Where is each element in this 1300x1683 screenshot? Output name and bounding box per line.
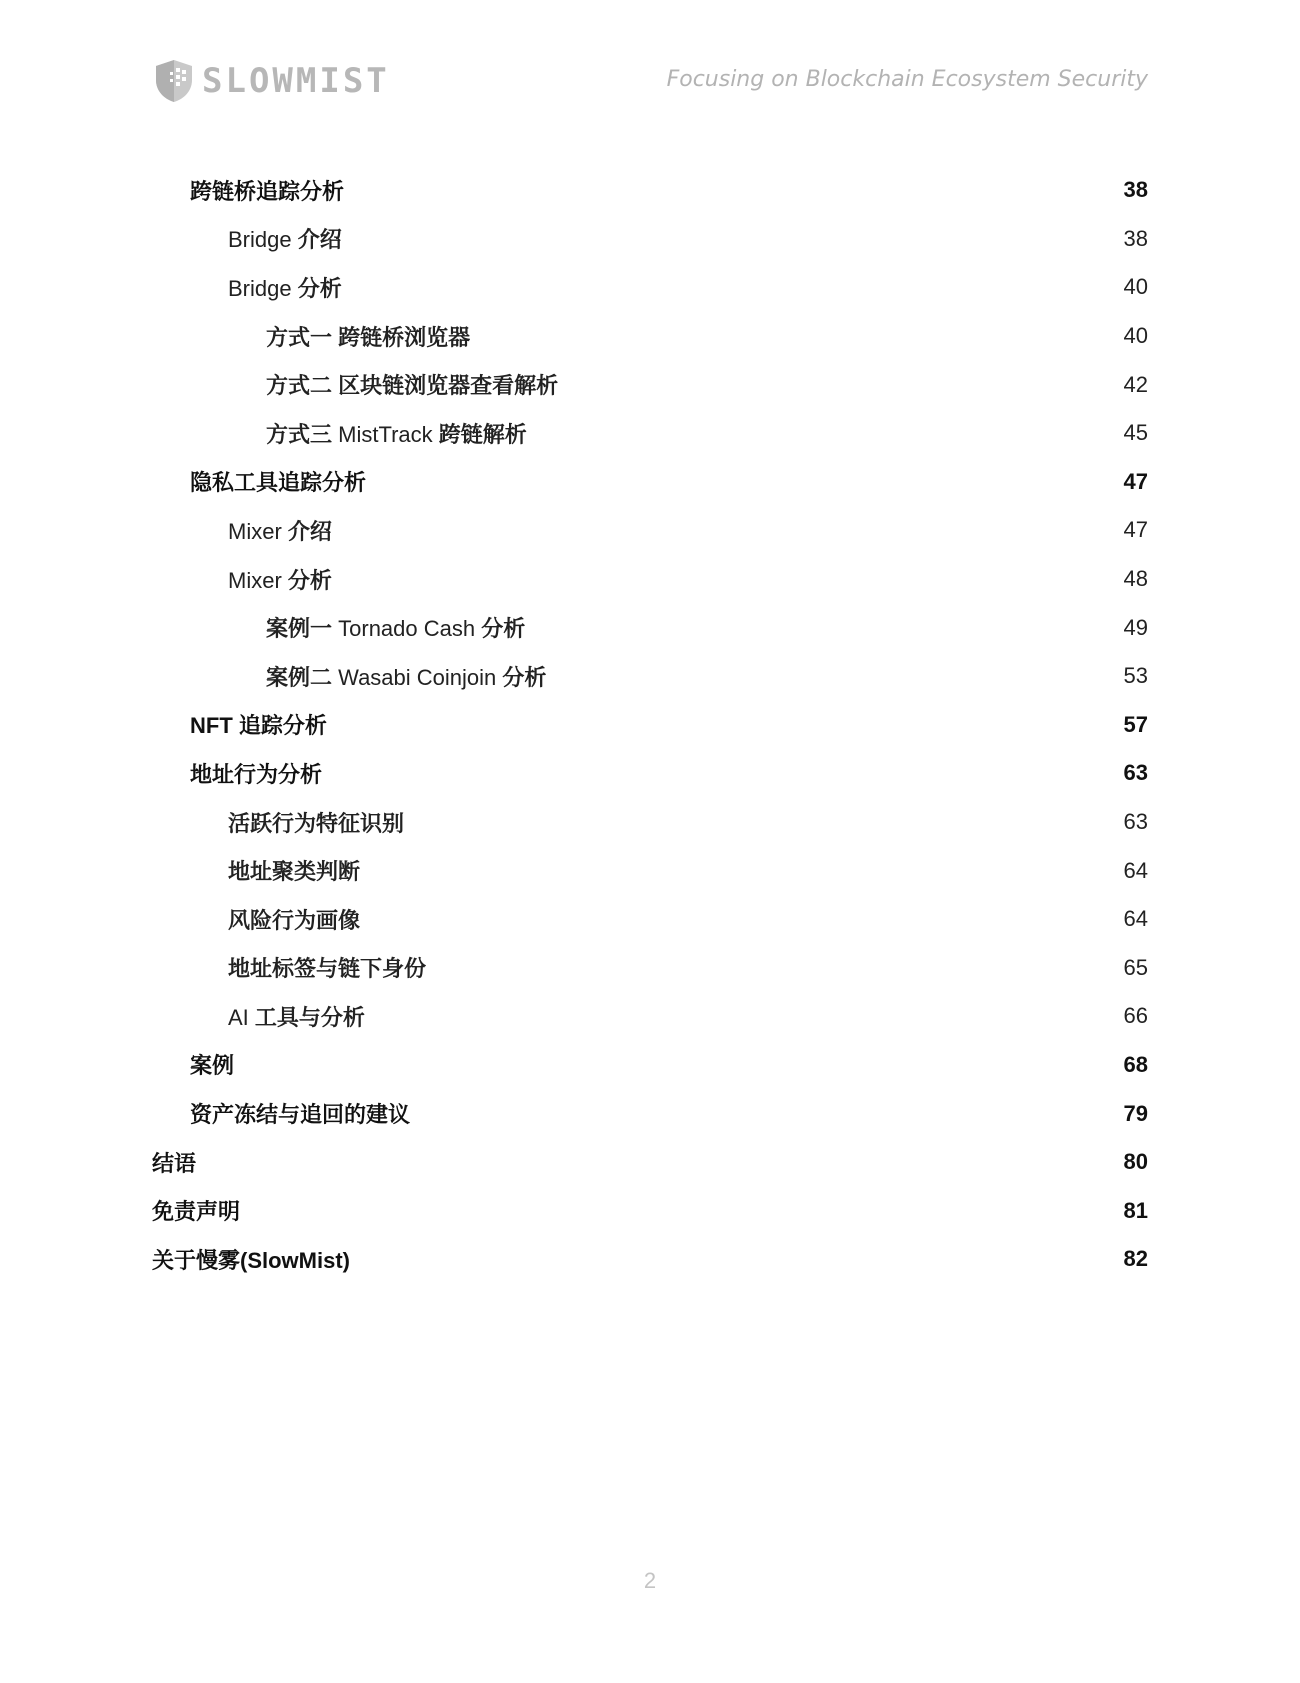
- toc-entry-title: 地址标签与链下身份: [228, 956, 427, 982]
- toc-entry[interactable]: [152, 749, 1148, 798]
- toc-entry-page: 40: [1123, 323, 1148, 349]
- toc-entry-page: 64: [1123, 857, 1148, 883]
- toc-entry-page: 47: [1123, 468, 1148, 494]
- header-tagline: Focusing on Blockchain Ecosystem Security: [666, 67, 1148, 92]
- toc-entry-title: 案例一 Tornado Cash 分析: [266, 616, 526, 642]
- slowmist-logo: [152, 58, 390, 104]
- toc-entry-title: 跨链桥追踪分析: [190, 178, 345, 204]
- page-number: 2: [643, 1568, 657, 1593]
- toc-entry[interactable]: [152, 992, 1148, 1041]
- toc-entry-title: 风险行为画像: [228, 907, 361, 933]
- toc-entry[interactable]: [152, 360, 1148, 409]
- toc-entry-page: 68: [1123, 1051, 1148, 1077]
- toc-entry-title: 隐私工具追踪分析: [190, 470, 367, 496]
- toc-entry[interactable]: [152, 895, 1148, 944]
- toc-entry-page: 42: [1123, 371, 1148, 397]
- toc-entry-page: 65: [1123, 954, 1148, 980]
- toc-entry[interactable]: [152, 1041, 1148, 1090]
- toc-entry-title: 地址聚类判断: [228, 859, 361, 885]
- toc-entry-page: 57: [1123, 711, 1148, 737]
- toc-entry-page: 53: [1123, 663, 1148, 689]
- toc-entry[interactable]: [152, 555, 1148, 604]
- toc-entry-title: Mixer 分析: [228, 567, 332, 593]
- toc-entry-page: 45: [1123, 420, 1148, 446]
- toc-entry-title: Bridge 分析: [228, 275, 342, 301]
- toc-entry-title: 方式三 MistTrack 跨链解析: [266, 421, 527, 447]
- toc-entry-page: 81: [1123, 1197, 1148, 1223]
- toc-entry-title: Bridge 介绍: [228, 227, 342, 253]
- toc-entry[interactable]: [152, 603, 1148, 652]
- toc-entry-title: 方式一 跨链桥浏览器: [266, 324, 471, 350]
- toc-entry[interactable]: [152, 701, 1148, 750]
- toc-entry-page: 64: [1123, 906, 1148, 932]
- toc-entry[interactable]: [152, 409, 1148, 458]
- toc-entry-page: 38: [1123, 177, 1148, 203]
- toc-entry-title: 方式二 区块链浏览器查看解析: [266, 373, 559, 399]
- toc-entry[interactable]: [152, 1138, 1148, 1187]
- toc-entry[interactable]: [152, 458, 1148, 507]
- toc-entry-title: AI 工具与分析: [228, 1004, 365, 1030]
- toc-entry[interactable]: [152, 1235, 1148, 1284]
- toc-entry-page: 82: [1123, 1246, 1148, 1272]
- toc-entry-title: 地址行为分析: [190, 761, 323, 787]
- toc-entry-title: 案例二 Wasabi Coinjoin 分析: [266, 664, 547, 690]
- toc-entry-title: Mixer 介绍: [228, 518, 332, 544]
- page-header: [0, 0, 1300, 140]
- toc-entry[interactable]: [152, 166, 1148, 215]
- toc-entry-title: 结语: [152, 1150, 197, 1176]
- toc-entry[interactable]: [152, 944, 1148, 993]
- toc-entry[interactable]: [152, 798, 1148, 847]
- toc-entry-page: 63: [1123, 760, 1148, 786]
- toc-entry-page: 66: [1123, 1003, 1148, 1029]
- toc-entry[interactable]: [152, 506, 1148, 555]
- toc-entry[interactable]: [152, 215, 1148, 264]
- toc-entry[interactable]: [152, 263, 1148, 312]
- toc-entry[interactable]: [152, 312, 1148, 361]
- table-of-contents: [152, 166, 1148, 1284]
- toc-entry[interactable]: [152, 846, 1148, 895]
- toc-entry-page: 63: [1123, 809, 1148, 835]
- toc-entry[interactable]: [152, 652, 1148, 701]
- toc-entry-title: 资产冻结与追回的建议: [190, 1102, 411, 1128]
- toc-entry-title: 案例: [190, 1053, 235, 1079]
- toc-entry-page: 80: [1123, 1149, 1148, 1175]
- toc-entry-title: NFT 追踪分析: [190, 713, 327, 739]
- toc-entry-page: 49: [1123, 614, 1148, 640]
- logo-wordmark: SLOWMIST: [202, 61, 390, 101]
- toc-entry-page: 47: [1123, 517, 1148, 543]
- toc-entry-title: 免责声明: [152, 1199, 241, 1225]
- toc-entry-title: 关于慢雾(SlowMist): [152, 1247, 350, 1273]
- toc-entry-page: 79: [1123, 1100, 1148, 1126]
- shield-icon: [152, 58, 196, 104]
- toc-entry-page: 38: [1123, 225, 1148, 251]
- toc-entry[interactable]: [152, 1089, 1148, 1138]
- toc-entry-page: 40: [1123, 274, 1148, 300]
- toc-entry-page: 48: [1123, 566, 1148, 592]
- toc-entry-title: 活跃行为特征识别: [228, 810, 405, 836]
- toc-entry[interactable]: [152, 1186, 1148, 1235]
